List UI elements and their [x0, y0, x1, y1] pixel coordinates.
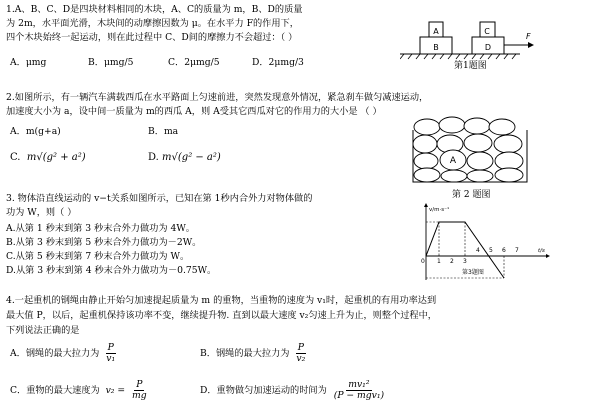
q2-option-d: D. m√(g² − a²) — [148, 152, 221, 163]
q3-vt-graph — [412, 202, 550, 284]
q4-option-c: C．重物的最大速度为 v₂ = $\frac{P}{mg}$ — [10, 379, 147, 401]
q4-line-2: 最大值 P，以后，起重机保持该功率不变，继续提升物. 直到以最大速度 v₂匀速上升为止，则整个过程中， — [6, 310, 437, 322]
svg-text:A: A — [449, 156, 457, 166]
q4-frac-b: $\frac{P}{\text{v₂}}$ — [296, 342, 306, 364]
q1-option-c: C．2μmg/5 — [168, 57, 220, 68]
q3-line-1: 3. 物体沿直线运动的 v−t关系如图所示，已知在第 1秒内合外力对物体做的 — [6, 193, 313, 204]
axis-x-label: t/s — [538, 248, 545, 254]
q4-option-b: B．钢绳的最大拉力为 $\frac{P}{\text{v₂}}$ — [200, 342, 306, 364]
q4-frac-a: $\frac{P}{\text{v₁}}$ — [106, 342, 116, 364]
q2-option-a: A．m(g+a) — [10, 126, 61, 137]
question-3 — [6, 193, 312, 276]
q1-option-d: D．2μmg/3 — [252, 57, 304, 68]
label-f: F — [526, 32, 531, 41]
tick-2: 2 — [450, 258, 454, 265]
q3-option-c: C.从第 5 秒末到第 7 秒末合外力做功为 W。 — [6, 251, 190, 263]
q4-option-d: D．重物做匀加速运动的时间为 $\frac{\text{mv₁²}}{\text{(P − mgv₁)}}$ — [200, 379, 385, 401]
tick-4: 4 — [476, 247, 480, 254]
label-b: B — [433, 43, 439, 52]
q3-option-a: A.从第 1 秒末到第 3 秒末合外力做功为 4W。 — [6, 223, 195, 235]
q1-figure-caption: 第1题图 — [454, 61, 487, 71]
q2-figure-caption: 第 2 题图 — [452, 190, 491, 200]
label-c: C — [484, 27, 490, 36]
tick-0: 0 — [421, 258, 425, 265]
q3-figure-caption: 第3题图 — [462, 269, 484, 276]
q4-frac-c: $\frac{P}{mg}$ — [131, 379, 147, 401]
q4-line-1: 4.一起重机的钢绳由静止开始匀加速提起质量为 m 的重物，当重物的速度为 v₁时，起重机的有用功率达到 — [6, 295, 437, 306]
q2-watermelon-figure — [410, 116, 530, 186]
tick-6: 6 — [502, 247, 506, 254]
q4-frac-d: $\frac{\text{mv₁²}}{\text{(P − mgv₁)}}$ — [333, 379, 385, 401]
q2-line-2: 加速度大小为 a，设中间一质量为 m的西瓜 A，则 A受其它西瓜对它的作用力的大小是 （ ） — [6, 106, 382, 118]
q3-line-2: 功为 W，则（ ） — [6, 207, 77, 219]
q4-line-3: 下列说法正确的是 — [6, 325, 80, 337]
q1-line-2: 为 2m，水平面光滑，木块间的动摩擦因数为 μ。在水平力 F的作用下， — [6, 18, 299, 30]
label-a: A — [433, 27, 439, 36]
axis-y-label: v/m·s⁻¹ — [429, 207, 450, 213]
tick-1: 1 — [437, 258, 441, 265]
q4-option-a: A．钢绳的最大拉力为 $\frac{P}{\text{v₁}}$ — [10, 342, 116, 364]
question-4 — [6, 295, 437, 336]
q1-line-1: 1.A、B、C、D是四块材料相同的木块，A、C的质量为 m，B、D的质量 — [6, 4, 303, 15]
tick-7: 7 — [515, 247, 519, 254]
q1-option-b: B．μmg/5 — [88, 57, 134, 68]
label-d: D — [484, 43, 492, 52]
q2-option-b: B．ma — [148, 126, 179, 137]
tick-3: 3 — [463, 258, 467, 265]
tick-5: 5 — [489, 247, 493, 254]
q2-line-1: 2.如图所示，有一辆汽车满载西瓜在水平路面上匀速前进，突然发现意外情况，紧急刹车做匀减速运动， — [6, 92, 429, 103]
q1-option-a: A．μmg — [10, 57, 47, 68]
q1-blocks-figure — [400, 6, 595, 62]
q2-option-c: C. m√(g² + a²) — [10, 152, 86, 163]
question-1 — [6, 4, 302, 43]
q1-line-3: 四个木块始终一起运动，则在此过程中 C、D间的摩擦力不会超过：（ ） — [6, 32, 298, 44]
q3-option-d: D.从第 3 秒末到第 4 秒末合外力做功为－0.75W。 — [6, 265, 217, 277]
question-2 — [6, 92, 428, 117]
q3-option-b: B.从第 3 秒末到第 5 秒末合外力做功为－2W。 — [6, 237, 202, 249]
